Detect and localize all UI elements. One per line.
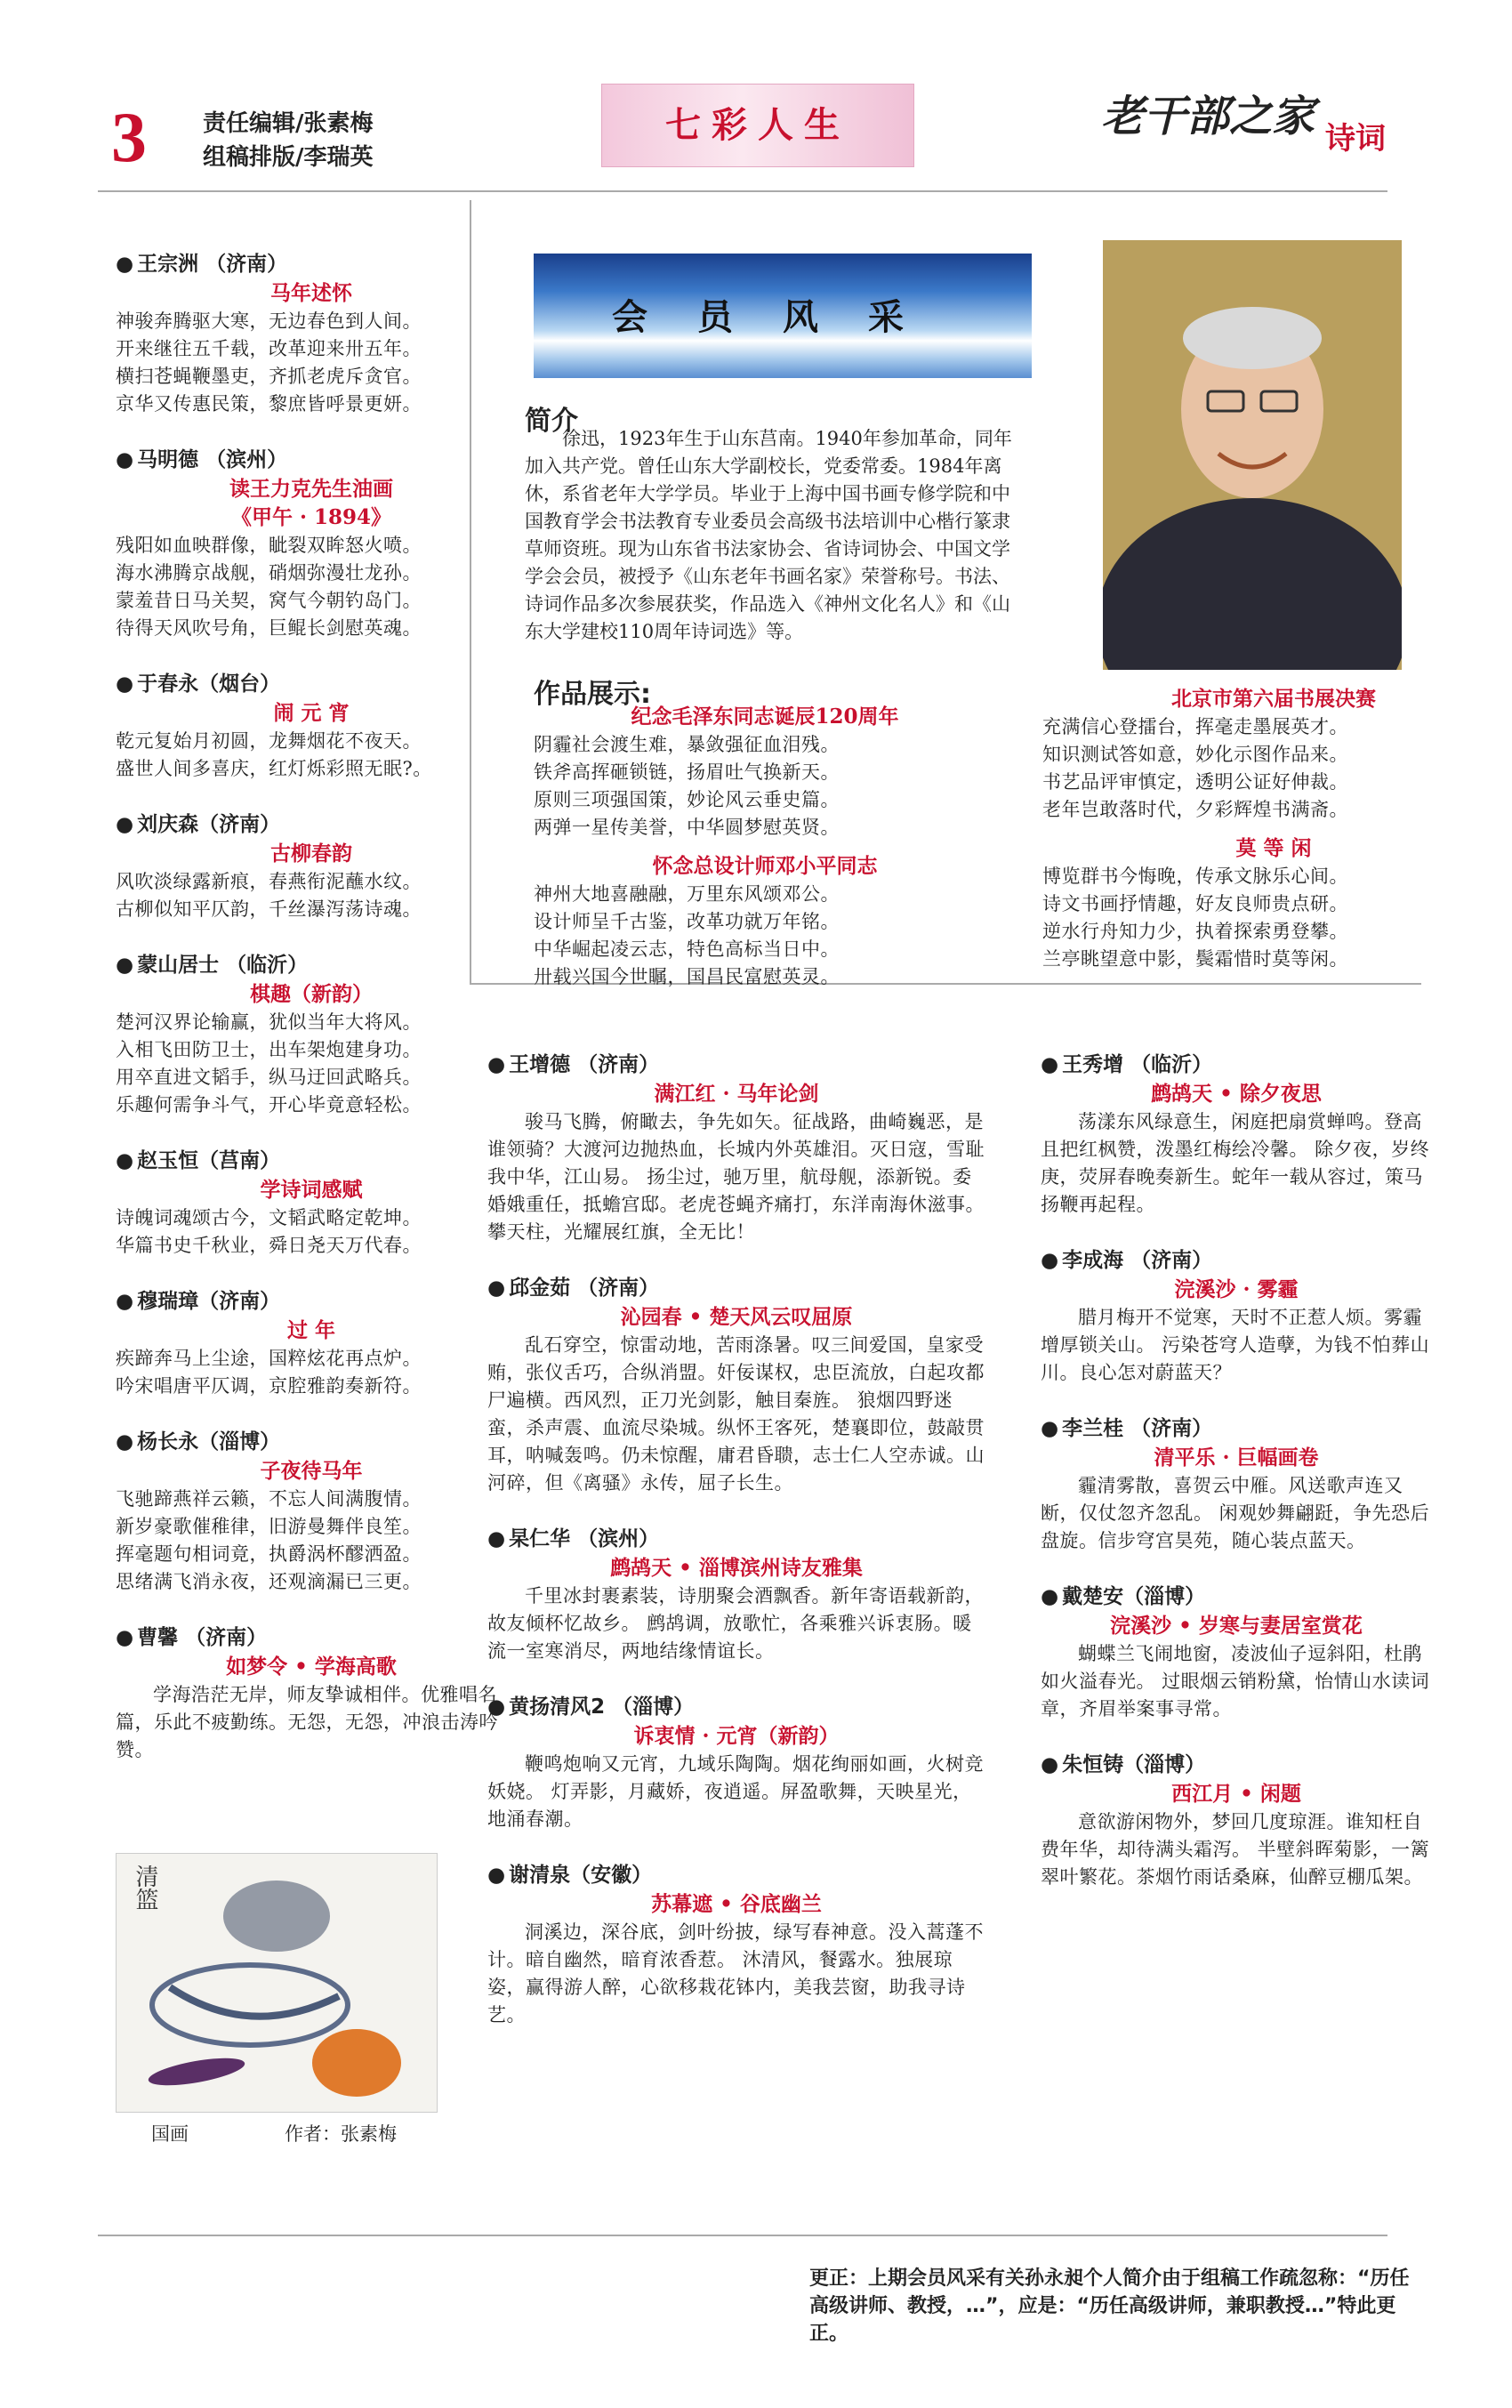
poem-title: 浣溪沙 · 雾霾 [1174,1277,1299,1301]
poem-author [487,1860,985,1890]
poem-block [1041,1413,1432,1555]
member-feature-title: 会员风采 [612,296,953,338]
poem-title: 棋趣（新韵） [250,982,373,1006]
editor-line: 责任编辑/张素梅 [203,110,374,137]
layout-line: 组稿排版/李瑞英 [203,144,374,171]
poem-title: 苏幕遮 • 谷底幽兰 [651,1892,822,1916]
poem-title: 沁园春 • 楚天风云叹屈原 [620,1305,853,1329]
work-line: 铁斧高挥砸锁链，扬眉吐气换新天。 [534,761,840,783]
poem-text: 意欲游闲物外，梦回几度琼涯。谁知枉自费年华，却待满头霜泻。 半壁斜晖菊影，一篱翠叶繁花。茶烟竹雨话桑麻，仙醉豆棚瓜架。 [1041,1811,1430,1888]
bullet-icon: ● [116,253,134,276]
poem-title: 子夜待马年 [260,1459,363,1483]
poem-line: 残阳如血映群像，眦裂双眸怒火喷。 [116,535,422,556]
poem-text: 鞭鸣炮响又元宵，九域乐陶陶。烟花绚丽如画，火树竞妖娆。 灯弄影，月藏娇，夜逍遥。屏盈歌舞，天映星光，地涌春潮。 [487,1753,984,1830]
bullet-icon: ● [116,448,134,471]
bullet-icon: ● [116,1430,134,1454]
page-number: 3 [111,99,147,177]
work-title: 北京市第六届书展决赛 [1171,687,1376,711]
painting-inscription: 清篮 [132,1864,158,1911]
bullet-icon: ● [116,813,134,836]
poem-author [116,1623,507,1653]
poem-line: 蒙羞昔日马关契，窝气今朝钓岛门。 [116,590,422,611]
bullet-icon: ● [116,954,134,977]
poem-text: 洞溪边，深谷底，剑叶纷披，绿写春神意。没入蒿蓬不计。暗自幽然，暗育浓香惹。 沐清风，餐露水。独展琼姿，赢得游人醉，心欲移栽花钵内，美我芸窗，助我寻诗艺。 [487,1921,984,2025]
poem-line: 诗魄词魂颂古今，文韬武略定乾坤。 [116,1207,422,1228]
poem-title: 浣溪沙 • 岁寒与妻居室赏花 [1110,1614,1363,1638]
poem-line: 海水沸腾京战舰，硝烟弥漫壮龙孙。 [116,562,422,584]
poem-text: 霾清雾散，喜贺云中雁。风送歌声连又断，仅仗忽齐忽乱。 闲观妙舞翩跹，争先恐后盘旋。信步穹宫昊苑，随心装点蓝天。 [1041,1475,1430,1551]
poem-author-name: 王宗洲 （济南） [137,253,288,276]
work-line: 中华崛起凌云志，特色高标当日中。 [534,938,840,960]
intro-heading: 简介 [525,406,578,437]
correction-note: 更正：上期会员风采有关孙永昶个人简介由于组稿工作疏忽称：“历任高级讲师、教授，…”，应是：“历任高级讲师，兼职教授…”特此更正。 [809,2267,1410,2345]
poem-author-name: 蒙山居士 （临沂） [137,954,309,977]
works-column-left [534,703,996,991]
poem-title: 清平乐 · 巨幅画卷 [1154,1446,1319,1470]
poem-author-name: 邱金茹 （济南） [509,1276,660,1300]
poem-author [1041,1413,1432,1444]
poem-text: 学海浩茫无岸，师友挚诚相伴。优雅唱名篇，乐此不疲勤练。无怨，无怨，冲浪击涛吟赞。 [116,1684,498,1760]
poem-line: 疾蹄奔马上尘途，国粹炫花再点炉。 [116,1348,422,1369]
poem-block [116,669,507,783]
painting-art [117,1854,437,2112]
poem-block [116,1623,507,1764]
poem-subtitle: 《甲午 · 1894》 [230,505,392,529]
poem-title: 读王力克先生油画 [229,477,393,501]
work-block [1042,685,1505,824]
works-column-right [1042,685,1505,973]
bullet-icon: ● [487,1276,506,1300]
work-line: 老年岂敢落时代，夕彩辉煌书满斋。 [1042,799,1348,820]
poem-author [116,445,507,475]
bullet-icon: ● [1041,1585,1059,1608]
poem-line: 乐趣何需争斗气，开心毕竟意轻松。 [116,1094,422,1115]
section-banner: 七彩人生 [601,84,914,167]
poem-author-name: 杨长永（淄博） [137,1430,281,1454]
bullet-icon: ● [116,672,134,696]
poem-author-name: 于春永（烟台） [137,672,281,696]
poem-author [1041,1750,1432,1780]
work-line: 阴霾社会渡生难，暴敛强征血泪残。 [534,734,840,755]
bullet-icon: ● [487,1695,506,1719]
works-heading: 作品展示: [534,679,651,710]
poem-text: 腊月梅开不觉寒，天时不正惹人烦。雾霾增厚锁关山。 污染苍穹人造孽，为钱不怕葬山川。良心怎对蔚蓝天？ [1041,1307,1430,1383]
work-line: 两弹一星传美誉，中华圆梦慰英贤。 [534,817,840,838]
poem-text: 乱石穿空，惊雷动地，苦雨涤暑。叹三间爱国，皇家受贿，张仪舌巧，合纵消盟。奸佞谋权，忠臣流放，白起攻都尸遍横。西风烈，正刀光剑影，触目秦旌。 狼烟四野迷蛮，杀声震、血流尽染城。纵怀王客死，楚襄即位，鼓敲贯耳，呐喊轰鸣。仍未惊醒，庸君昏聩，志士仁人空赤诚。山河碎，但《离骚》永传，屈子长生。 [487,1334,985,1494]
poem-line: 横扫苍蝇鞭墨吏，齐抓老虎斥贪官。 [116,366,422,387]
bullet-icon: ● [116,1290,134,1313]
poem-title: 鹧鸪天 • 淄博滨州诗友雅集 [610,1556,863,1580]
poem-title: 马年述怀 [270,281,352,305]
poem-line: 风吹淡绿露新痕，春燕衔泥蘸水纹。 [116,871,422,892]
header-rule [98,190,1387,192]
editor-credits [203,107,374,174]
poem-author-name: 朱恒铸（淄博） [1062,1753,1206,1776]
poem-block [116,1427,507,1596]
work-title: 怀念总设计师邓小平同志 [652,854,878,878]
poem-line: 楚河汉界论输赢，犹似当年大将风。 [116,1011,422,1033]
poem-line: 开来继往五千载，改革迎来卅五年。 [116,338,422,359]
poem-line: 京华又传惠民策，黎庶皆呼景更妍。 [116,393,422,415]
bullet-icon: ● [116,1626,134,1649]
poem-text: 骏马飞腾，俯瞰去，争先如矢。征战路，曲崎巍恶，是谁领骑？大渡河边抛热血，长城内外英雄泪。灭日寇，雪耻我中华，江山易。 扬尘过，驰万里，航母舰，添新锐。委婚娥重任，抵蟾宫邸。老虎苍蝇齐痛打，东洋南海休滋事。攀天柱，光耀展红旗，全无比！ [487,1111,985,1243]
poem-title: 满江红 · 马年论剑 [654,1082,819,1106]
poem-title: 鹧鸪天 • 除夕夜思 [1151,1082,1322,1106]
poem-author-name: 黄扬清风2 （淄博） [509,1695,695,1719]
poem-line: 入相飞田防卫士，出车架炮建身功。 [116,1039,422,1060]
poem-author [487,1524,985,1554]
work-line: 神州大地喜融融，万里东风颂邓公。 [534,883,840,905]
bullet-icon: ● [1041,1053,1059,1076]
poem-text: 荡漾东风绿意生，闲庭把扇赏蝉鸣。登高且把红枫赞，泼墨红梅绘冷馨。 除夕夜，岁终庚，荧屏春晚奏新生。蛇年一载从容过，策马扬鞭再起程。 [1041,1111,1430,1215]
poem-author-name: 王秀增 （临沂） [1062,1053,1213,1076]
work-title: 纪念毛泽东同志诞辰120周年 [631,705,899,729]
poem-block [487,1860,985,2029]
poem-block [1041,1750,1432,1891]
work-line: 原则三项强国策，妙论风云垂史篇。 [534,789,840,810]
poem-author-name: 李成海 （济南） [1062,1249,1213,1272]
painting-label: 国画 [151,2123,189,2145]
poem-title: 学诗词感赋 [260,1178,363,1202]
bullet-icon: ● [1041,1753,1059,1776]
painting-author: 作者：张素梅 [285,2123,397,2145]
poem-line: 挥毫题句相词竟，执爵涡杯醪洒盈。 [116,1543,422,1565]
mid-poem-column [487,1050,985,2029]
poem-line: 华篇书史千秋业，舜日尧天万代春。 [116,1235,422,1256]
poem-author-name: 曹馨 （济南） [137,1626,268,1649]
poem-author-name: 刘庆森（济南） [137,813,281,836]
poem-text: 千里冰封裹素装，诗朋聚会酒飘香。新年寄语载新韵，故友倾杯忆故乡。 鹧鸪调，放歌忙，各乘雅兴诉衷肠。暖流一室寒消尽，两地结缘情谊长。 [487,1585,984,1662]
poem-block [487,1050,985,1246]
poem-author-name: 赵玉恒（莒南） [137,1149,281,1172]
poem-line: 待得天风吹号角，巨鲲长剑慰英魂。 [116,617,422,639]
poem-block [116,249,507,418]
poem-block [1041,1582,1432,1723]
work-line: 博览群书今悔晚，传承文脉乐心间。 [1042,866,1348,887]
portrait-image [1103,240,1402,670]
poem-block [116,950,507,1119]
poem-text: 蝴蝶兰飞闹地窗，凌波仙子逗斜阳，杜鹃如火溢春光。 过眼烟云销粉黛，怡情山水读词章，齐眉举案事寻常。 [1041,1643,1430,1719]
work-line: 书艺品评审慎定，透明公证好伸裁。 [1042,771,1348,793]
poem-block [487,1692,985,1833]
bullet-icon: ● [487,1527,506,1550]
poem-author [487,1692,985,1722]
poem-line: 乾元复始月初圆，龙舞烟花不夜天。 [116,730,422,752]
poem-title: 如梦令 • 学海高歌 [226,1655,397,1679]
poem-block [1041,1050,1432,1219]
work-title: 莫 等 闲 [1235,836,1312,860]
publication-column: 诗词 [1325,121,1386,157]
poem-author [1041,1050,1432,1080]
poem-author [116,669,507,699]
poem-line: 神骏奔腾驱大寒，无边春色到人间。 [116,310,422,332]
poem-line: 思绪满飞消永夜，还观滴漏已三更。 [116,1571,422,1592]
poem-block [1041,1245,1432,1387]
work-block [534,852,996,991]
poem-author [487,1050,985,1080]
poem-block [116,1286,507,1400]
poem-author-name: 马明德 （滨州） [137,448,288,471]
poem-line: 用卒直进文韬手，纵马迂回武略兵。 [116,1067,422,1088]
poem-author [116,950,507,980]
poem-line: 飞驰蹄燕祥云籁，不忘人间满腹情。 [116,1488,422,1510]
poem-line: 盛世人间多喜庆，红灯烁彩照无眠?。 [116,758,432,779]
publication-logo: 老干部之家 [1101,92,1315,141]
painting-image [116,1853,438,2113]
poem-block [116,809,507,923]
poem-block [487,1524,985,1665]
poem-block [116,1146,507,1260]
member-portrait [1103,240,1402,670]
poem-block [116,445,507,642]
work-line: 设计师呈千古鉴，改革功就万年铭。 [534,911,840,932]
work-block [1042,834,1505,973]
poem-author [116,1286,507,1317]
poem-author [116,1427,507,1457]
footer-rule [98,2235,1387,2236]
right-poem-column [1041,1050,1432,1891]
work-line: 知识测试答如意，妙化示图作品来。 [1042,744,1348,765]
bullet-icon: ● [116,1149,134,1172]
poem-author [487,1273,985,1303]
left-poem-column [116,249,507,1764]
poem-author-name: 穆瑞璋（济南） [137,1290,281,1313]
poem-author [1041,1582,1432,1612]
bullet-icon: ● [487,1053,506,1076]
work-line: 逆水行舟知力少，执着探索勇登攀。 [1042,921,1348,942]
work-block [534,703,996,842]
poem-title: 过 年 [286,1318,335,1342]
poem-title: 西江月 • 闲题 [1171,1782,1301,1806]
bullet-icon: ● [1041,1249,1059,1272]
work-line: 诗文书画抒情趣，好友良师贵点研。 [1042,893,1348,914]
poem-line: 吟宋唱唐平仄调，京腔雅韵奏新符。 [116,1375,422,1397]
poem-title: 诉衷情 · 元宵（新韵） [633,1724,840,1748]
bullet-icon: ● [487,1864,506,1887]
poem-title: 闹 元 宵 [273,701,350,725]
poem-author-name: 李兰桂 （济南） [1062,1417,1213,1440]
poem-author [116,249,507,279]
poem-line: 古柳似知平仄韵，千丝瀑泻荡诗魂。 [116,898,422,920]
poem-author-name: 杲仁华 （滨州） [509,1527,660,1550]
work-line: 充满信心登擂台，挥毫走墨展英才。 [1042,716,1348,737]
member-feature-banner [534,254,1032,378]
poem-author [116,809,507,840]
poem-author-name: 王增德 （济南） [509,1053,660,1076]
poem-line: 新岁豪歌催稚律，旧游曼舞伴良笙。 [116,1516,422,1537]
work-line: 兰亭眺望意中影，鬓霜惜时莫等闲。 [1042,948,1348,970]
poem-author [116,1146,507,1176]
poem-author-name: 戴楚安（淄博） [1062,1585,1206,1608]
poem-author [1041,1245,1432,1276]
work-line: 卅载兴国今世瞩，国昌民富慰英灵。 [534,966,840,987]
poem-title: 古柳春韵 [270,842,352,866]
poem-block [487,1273,985,1497]
member-intro: 徐迅，1923年生于山东莒南。1940年参加革命，同年加入共产党。曾任山东大学副校长，党委常委。1984年离休，系省老年大学学员。毕业于上海中国书画专修学院和中国教育学会书法教育专业委员会高级书法培训中心楷行篆隶草师资班。现为山东省书法家协会、省诗词协会、中国文学学会会员，被授予《山东老年书画名家》荣誉称号。书法、诗词作品多次参展获奖，作品选入《神州文化名人》和《山东大学建校110周年诗词选》等。 [525,428,1012,642]
poem-author-name: 谢清泉（安徽） [509,1864,653,1887]
bullet-icon: ● [1041,1417,1059,1440]
